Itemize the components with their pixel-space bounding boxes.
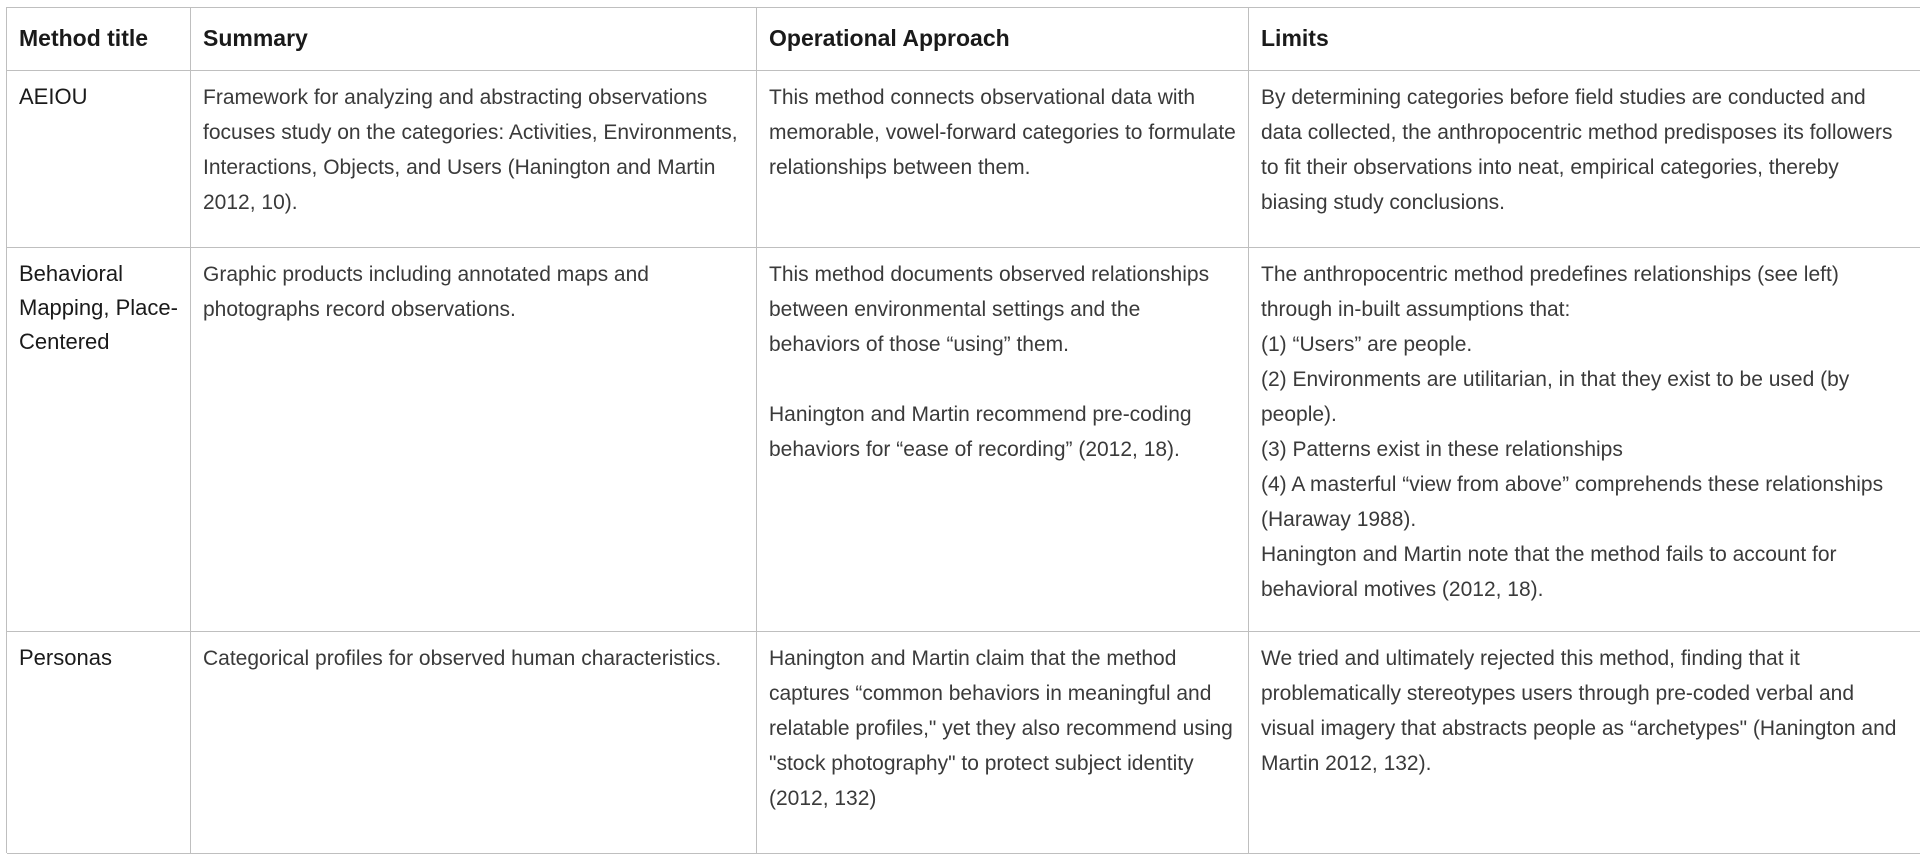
header-summary: Summary bbox=[191, 8, 757, 70]
summary-cell: Graphic products including annotated maps and photographs record observations. bbox=[191, 248, 757, 631]
methods-table bbox=[6, 7, 1920, 853]
limits-item: (4) A masterful “view from above” comprehends these relationships (Haraway 1988). bbox=[1261, 473, 1884, 531]
table-row bbox=[7, 71, 1920, 248]
table-row bbox=[7, 632, 1920, 854]
summary-cell: Framework for analyzing and abstracting observations focuses study on the categories: Activities, Environments, Interactions, Objects, and Users (Hanington and Martin 2012, 10). bbox=[191, 71, 757, 247]
limits-note: Hanington and Martin note that the method fails to account for behavioral motives (2012, 18). bbox=[1261, 543, 1837, 601]
method-title-cell: Personas bbox=[7, 632, 191, 853]
header-operational-approach: Operational Approach bbox=[757, 8, 1249, 70]
table-row bbox=[7, 248, 1920, 632]
limits-intro: The anthropocentric method predefines relationships (see left) through in-built assumptions that: bbox=[1261, 263, 1839, 321]
limits-cell bbox=[1249, 248, 1920, 631]
table-header-row bbox=[7, 8, 1920, 71]
operational-approach-paragraph: Hanington and Martin recommend pre-coding behaviors for “ease of recording” (2012, 18). bbox=[769, 403, 1192, 461]
limits-cell: By determining categories before field studies are conducted and data collected, the anthropocentric method predisposes its followers to fit their observations into neat, empirical categories, thereby biasing study conclusions. bbox=[1261, 86, 1893, 214]
operational-approach-cell: Hanington and Martin claim that the method captures “common behaviors in meaningful and relatable profiles," yet they also recommend using "stock photography" to protect subject identity (2012, 132) bbox=[757, 632, 1249, 853]
header-limits: Limits bbox=[1261, 25, 1329, 51]
limits-item: (3) Patterns exist in these relationships bbox=[1261, 438, 1623, 461]
method-title-cell: Behavioral Mapping, Place-Centered bbox=[7, 248, 191, 631]
limits-item: (2) Environments are utilitarian, in that they exist to be used (by people). bbox=[1261, 368, 1850, 426]
limits-cell: We tried and ultimately rejected this method, finding that it problematically stereotypes users through pre-coded verbal and visual imagery that abstracts people as “archetypes" (Hanington and Martin 2012, 132). bbox=[1261, 647, 1897, 775]
summary-cell: Categorical profiles for observed human characteristics. bbox=[191, 632, 757, 853]
operational-approach-cell bbox=[757, 248, 1249, 631]
limits-item: (1) “Users” are people. bbox=[1261, 333, 1473, 356]
operational-approach-paragraph: This method documents observed relationships between environmental settings and the behaviors of those “using” them. bbox=[769, 263, 1210, 356]
operational-approach-cell: This method connects observational data with memorable, vowel-forward categories to formulate relationships between them. bbox=[757, 71, 1249, 247]
paragraph-gap bbox=[769, 362, 1236, 397]
header-method-title: Method title bbox=[7, 8, 191, 70]
method-title-cell: AEIOU bbox=[7, 71, 191, 247]
